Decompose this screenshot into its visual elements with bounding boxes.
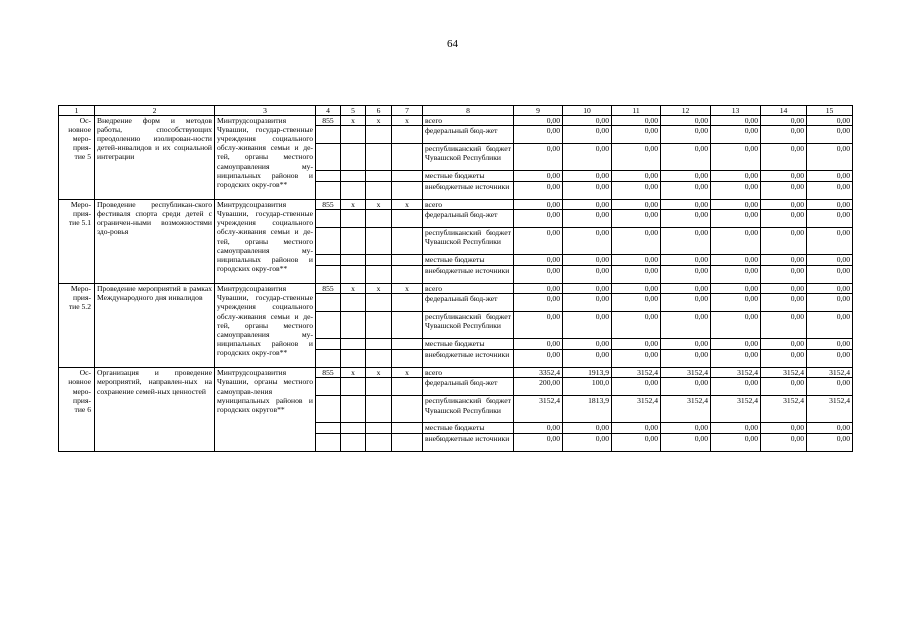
value-cell: 0,00 (711, 210, 761, 228)
value-cell: 0,00 (661, 255, 711, 266)
funding-source: внебюджетные источники (423, 266, 514, 284)
value-cell: 0,00 (514, 284, 563, 294)
empty-cell (366, 266, 392, 284)
value-cell: 0,00 (661, 182, 711, 200)
empty-cell (341, 171, 366, 182)
value-cell: 200,00 (514, 378, 563, 396)
value-cell: 0,00 (563, 339, 612, 350)
value-cell: 0,00 (612, 200, 661, 210)
funding-source: республиканский бюджет Чувашской Республики (423, 312, 514, 339)
empty-cell (341, 266, 366, 284)
empty-cell (316, 378, 341, 396)
value-cell: 0,00 (711, 350, 761, 368)
empty-cell (366, 312, 392, 339)
value-cell: 0,00 (514, 182, 563, 200)
value-cell: 0,00 (612, 171, 661, 182)
empty-cell (366, 350, 392, 368)
value-cell: 0,00 (514, 116, 563, 126)
value-cell: 0,00 (761, 434, 807, 452)
empty-cell (366, 182, 392, 200)
value-cell: 0,00 (514, 434, 563, 452)
column-header: 9 (514, 106, 563, 116)
value-cell: 0,00 (711, 228, 761, 255)
value-cell: 0,00 (563, 255, 612, 266)
value-cell: 3152,4 (711, 396, 761, 423)
value-cell: 3152,4 (807, 368, 853, 378)
empty-cell (392, 434, 423, 452)
value-cell: 3152,4 (761, 396, 807, 423)
value-cell: 0,00 (563, 284, 612, 294)
empty-cell (366, 171, 392, 182)
value-cell: 0,00 (514, 126, 563, 144)
value-cell: 0,00 (612, 294, 661, 312)
value-cell: 0,00 (807, 182, 853, 200)
value-cell: 3152,4 (661, 396, 711, 423)
value-cell: 0,00 (807, 171, 853, 182)
value-cell: 0,00 (661, 266, 711, 284)
column-header: 14 (761, 106, 807, 116)
empty-cell (316, 255, 341, 266)
funding-source: всего (423, 116, 514, 126)
value-cell: 0,00 (612, 266, 661, 284)
value-cell: 0,00 (612, 434, 661, 452)
empty-cell (366, 255, 392, 266)
value-cell: 1813,9 (563, 396, 612, 423)
value-cell: 0,00 (514, 339, 563, 350)
value-cell: 0,00 (612, 116, 661, 126)
empty-cell (392, 182, 423, 200)
page-number: 64 (447, 38, 458, 50)
funding-source: федеральный бюд-жет (423, 210, 514, 228)
value-cell: 0,00 (514, 423, 563, 434)
code-cell: x (366, 284, 392, 294)
code-cell: x (341, 368, 366, 378)
value-cell: 0,00 (661, 116, 711, 126)
value-cell: 0,00 (761, 182, 807, 200)
value-cell: 0,00 (761, 126, 807, 144)
empty-cell (366, 228, 392, 255)
value-cell: 0,00 (563, 266, 612, 284)
value-cell: 0,00 (711, 116, 761, 126)
column-header: 2 (95, 106, 215, 116)
empty-cell (392, 378, 423, 396)
value-cell: 0,00 (807, 200, 853, 210)
empty-cell (392, 266, 423, 284)
value-cell: 0,00 (563, 228, 612, 255)
value-cell: 0,00 (807, 116, 853, 126)
value-cell: 0,00 (612, 284, 661, 294)
empty-cell (341, 210, 366, 228)
value-cell: 3152,4 (612, 396, 661, 423)
value-cell: 0,00 (661, 423, 711, 434)
empty-cell (341, 350, 366, 368)
empty-cell (392, 294, 423, 312)
event-name: Проведение мероприятий в рамках Международного дня инвалидов (95, 284, 215, 368)
value-cell: 0,00 (563, 144, 612, 171)
value-cell: 0,00 (612, 339, 661, 350)
empty-cell (392, 255, 423, 266)
column-header: 4 (316, 106, 341, 116)
table-row (59, 116, 853, 126)
value-cell: 0,00 (807, 126, 853, 144)
empty-cell (316, 423, 341, 434)
value-cell: 3352,4 (514, 368, 563, 378)
value-cell: 0,00 (563, 434, 612, 452)
empty-cell (341, 294, 366, 312)
value-cell: 0,00 (761, 339, 807, 350)
value-cell: 0,00 (711, 378, 761, 396)
value-cell: 0,00 (612, 228, 661, 255)
code-cell: x (392, 284, 423, 294)
funding-source: всего (423, 200, 514, 210)
empty-cell (341, 378, 366, 396)
value-cell: 0,00 (807, 228, 853, 255)
event-number: Меро- прия- тие 5.1 (59, 200, 95, 284)
value-cell: 0,00 (761, 116, 807, 126)
empty-cell (366, 396, 392, 423)
empty-cell (392, 350, 423, 368)
value-cell: 0,00 (807, 312, 853, 339)
executor: Минтрудсоцразвития Чувашии, государ-ственные учреждения социального обслу-живания семьи и де-тей, органы местного самоуправления му-ниципальных районов и городских окру-гов** (215, 116, 316, 200)
funding-source: местные бюджеты (423, 171, 514, 182)
column-header: 8 (423, 106, 514, 116)
funding-source: всего (423, 284, 514, 294)
value-cell: 0,00 (711, 144, 761, 171)
column-header: 1 (59, 106, 95, 116)
value-cell: 0,00 (563, 210, 612, 228)
empty-cell (392, 228, 423, 255)
value-cell: 0,00 (612, 210, 661, 228)
grbs-code: 855 (316, 368, 341, 378)
empty-cell (366, 126, 392, 144)
value-cell: 0,00 (661, 210, 711, 228)
empty-cell (366, 339, 392, 350)
value-cell: 0,00 (514, 266, 563, 284)
value-cell: 0,00 (761, 228, 807, 255)
value-cell: 0,00 (661, 200, 711, 210)
value-cell: 3152,4 (661, 368, 711, 378)
empty-cell (392, 171, 423, 182)
value-cell: 0,00 (563, 116, 612, 126)
column-header: 15 (807, 106, 853, 116)
value-cell: 0,00 (711, 266, 761, 284)
table-row (59, 200, 853, 210)
value-cell: 0,00 (807, 266, 853, 284)
value-cell: 0,00 (711, 171, 761, 182)
value-cell: 0,00 (612, 312, 661, 339)
empty-cell (316, 266, 341, 284)
empty-cell (316, 171, 341, 182)
value-cell: 0,00 (661, 312, 711, 339)
value-cell: 0,00 (711, 312, 761, 339)
value-cell: 0,00 (807, 378, 853, 396)
executor: Минтрудсоцразвития Чувашии, органы местного самоуправ-ления муниципальных районов и городских округов** (215, 368, 316, 452)
value-cell: 1913,9 (563, 368, 612, 378)
event-number: Ос- новное меро- прия- тие 5 (59, 116, 95, 200)
empty-cell (316, 144, 341, 171)
funding-source: местные бюджеты (423, 339, 514, 350)
table-row (59, 368, 853, 378)
funding-source: внебюджетные источники (423, 350, 514, 368)
funding-source: внебюджетные источники (423, 182, 514, 200)
value-cell: 0,00 (514, 255, 563, 266)
column-header: 3 (215, 106, 316, 116)
empty-cell (392, 126, 423, 144)
column-header: 7 (392, 106, 423, 116)
grbs-code: 855 (316, 116, 341, 126)
value-cell: 0,00 (807, 294, 853, 312)
funding-source: федеральный бюд-жет (423, 378, 514, 396)
value-cell: 0,00 (807, 284, 853, 294)
event-name: Внедрение форм и методов работы, способствующих преодолению изолирован-ности детей-инвалидов и их социальной интеграции (95, 116, 215, 200)
value-cell: 0,00 (514, 144, 563, 171)
column-header: 11 (612, 106, 661, 116)
grbs-code: 855 (316, 200, 341, 210)
value-cell: 0,00 (514, 294, 563, 312)
value-cell: 0,00 (661, 171, 711, 182)
value-cell: 0,00 (761, 423, 807, 434)
value-cell: 0,00 (612, 144, 661, 171)
value-cell: 0,00 (661, 126, 711, 144)
table-row (59, 284, 853, 294)
value-cell: 0,00 (711, 339, 761, 350)
value-cell: 0,00 (711, 294, 761, 312)
value-cell: 0,00 (761, 200, 807, 210)
value-cell: 0,00 (761, 294, 807, 312)
value-cell: 0,00 (563, 350, 612, 368)
value-cell: 0,00 (563, 423, 612, 434)
value-cell: 0,00 (761, 210, 807, 228)
empty-cell (392, 144, 423, 171)
code-cell: x (341, 116, 366, 126)
value-cell: 0,00 (661, 284, 711, 294)
column-header: 12 (661, 106, 711, 116)
funding-source: федеральный бюд-жет (423, 126, 514, 144)
empty-cell (341, 228, 366, 255)
empty-cell (341, 423, 366, 434)
value-cell: 0,00 (807, 350, 853, 368)
funding-source: местные бюджеты (423, 423, 514, 434)
value-cell: 3152,4 (711, 368, 761, 378)
value-cell: 0,00 (563, 126, 612, 144)
value-cell: 100,0 (563, 378, 612, 396)
value-cell: 0,00 (563, 182, 612, 200)
funding-source: местные бюджеты (423, 255, 514, 266)
empty-cell (392, 396, 423, 423)
column-header: 6 (366, 106, 392, 116)
value-cell: 3152,4 (807, 396, 853, 423)
value-cell: 0,00 (761, 144, 807, 171)
event-name: Организация и проведение мероприятий, направлен-ных на сохранение семей-ных ценностей (95, 368, 215, 452)
empty-cell (316, 312, 341, 339)
code-cell: x (341, 284, 366, 294)
empty-cell (316, 339, 341, 350)
event-name: Проведение республикан-ского фестиваля спорта среди детей с ограничен-ными возможностями здо-ровья (95, 200, 215, 284)
value-cell: 0,00 (563, 200, 612, 210)
value-cell: 0,00 (661, 294, 711, 312)
value-cell: 0,00 (612, 378, 661, 396)
funding-source: федеральный бюд-жет (423, 294, 514, 312)
value-cell: 0,00 (807, 434, 853, 452)
value-cell: 0,00 (711, 255, 761, 266)
code-cell: x (341, 200, 366, 210)
empty-cell (341, 182, 366, 200)
value-cell: 0,00 (807, 339, 853, 350)
value-cell: 0,00 (612, 350, 661, 368)
value-cell: 0,00 (807, 423, 853, 434)
value-cell: 0,00 (514, 210, 563, 228)
event-number: Ос- новное меро- прия- тие 6 (59, 368, 95, 452)
grbs-code: 855 (316, 284, 341, 294)
empty-cell (316, 210, 341, 228)
empty-cell (366, 210, 392, 228)
empty-cell (366, 378, 392, 396)
value-cell: 0,00 (514, 312, 563, 339)
value-cell: 0,00 (711, 284, 761, 294)
value-cell: 3152,4 (761, 368, 807, 378)
value-cell: 0,00 (563, 294, 612, 312)
value-cell: 0,00 (514, 228, 563, 255)
empty-cell (316, 434, 341, 452)
value-cell: 0,00 (761, 255, 807, 266)
value-cell: 0,00 (612, 182, 661, 200)
value-cell: 0,00 (807, 255, 853, 266)
event-number: Меро- прия- тие 5.2 (59, 284, 95, 368)
value-cell: 0,00 (612, 423, 661, 434)
value-cell: 0,00 (661, 144, 711, 171)
value-cell: 0,00 (761, 171, 807, 182)
code-cell: x (392, 368, 423, 378)
empty-cell (366, 423, 392, 434)
value-cell: 0,00 (514, 350, 563, 368)
funding-source: внебюджетные источники (423, 434, 514, 452)
column-header: 5 (341, 106, 366, 116)
empty-cell (316, 294, 341, 312)
header-row (59, 106, 853, 116)
value-cell: 0,00 (761, 312, 807, 339)
value-cell: 0,00 (761, 378, 807, 396)
funding-source: всего (423, 368, 514, 378)
executor: Минтрудсоцразвития Чувашии, государ-ственные учреждения социального обслу-живания семьи и де-тей, органы местного самоуправления му-ниципальных районов и городских окру-гов** (215, 284, 316, 368)
value-cell: 0,00 (711, 200, 761, 210)
value-cell: 0,00 (661, 228, 711, 255)
value-cell: 0,00 (761, 266, 807, 284)
value-cell: 0,00 (514, 200, 563, 210)
funding-source: республиканский бюджет Чувашской Республики (423, 396, 514, 423)
code-cell: x (366, 116, 392, 126)
value-cell: 0,00 (761, 350, 807, 368)
code-cell: x (366, 368, 392, 378)
empty-cell (341, 255, 366, 266)
empty-cell (341, 312, 366, 339)
column-header: 13 (711, 106, 761, 116)
value-cell: 0,00 (612, 126, 661, 144)
value-cell: 0,00 (761, 284, 807, 294)
empty-cell (341, 396, 366, 423)
value-cell: 0,00 (661, 350, 711, 368)
value-cell: 0,00 (711, 423, 761, 434)
value-cell: 0,00 (514, 171, 563, 182)
value-cell: 0,00 (612, 255, 661, 266)
value-cell: 0,00 (563, 171, 612, 182)
value-cell: 0,00 (807, 210, 853, 228)
funding-source: республиканский бюджет Чувашской Республики (423, 144, 514, 171)
empty-cell (316, 182, 341, 200)
code-cell: x (392, 200, 423, 210)
code-cell: x (366, 200, 392, 210)
code-cell: x (392, 116, 423, 126)
empty-cell (341, 144, 366, 171)
value-cell: 0,00 (711, 434, 761, 452)
value-cell: 0,00 (563, 312, 612, 339)
empty-cell (366, 294, 392, 312)
empty-cell (392, 339, 423, 350)
value-cell: 3152,4 (612, 368, 661, 378)
executor: Минтрудсоцразвития Чувашии, государ-ственные учреждения социального обслу-живания семьи и де-тей, органы местного самоуправления му-ниципальных районов и городских окру-гов** (215, 200, 316, 284)
funding-source: республиканский бюджет Чувашской Республики (423, 228, 514, 255)
empty-cell (392, 210, 423, 228)
empty-cell (316, 228, 341, 255)
value-cell: 0,00 (807, 144, 853, 171)
value-cell: 0,00 (661, 434, 711, 452)
empty-cell (341, 339, 366, 350)
empty-cell (316, 350, 341, 368)
empty-cell (392, 423, 423, 434)
budget-table (58, 105, 853, 452)
column-header: 10 (563, 106, 612, 116)
value-cell: 0,00 (711, 182, 761, 200)
empty-cell (341, 434, 366, 452)
empty-cell (341, 126, 366, 144)
empty-cell (316, 396, 341, 423)
empty-cell (366, 144, 392, 171)
empty-cell (366, 434, 392, 452)
value-cell: 0,00 (711, 126, 761, 144)
empty-cell (392, 312, 423, 339)
value-cell: 0,00 (661, 339, 711, 350)
empty-cell (316, 126, 341, 144)
value-cell: 3152,4 (514, 396, 563, 423)
value-cell: 0,00 (661, 378, 711, 396)
